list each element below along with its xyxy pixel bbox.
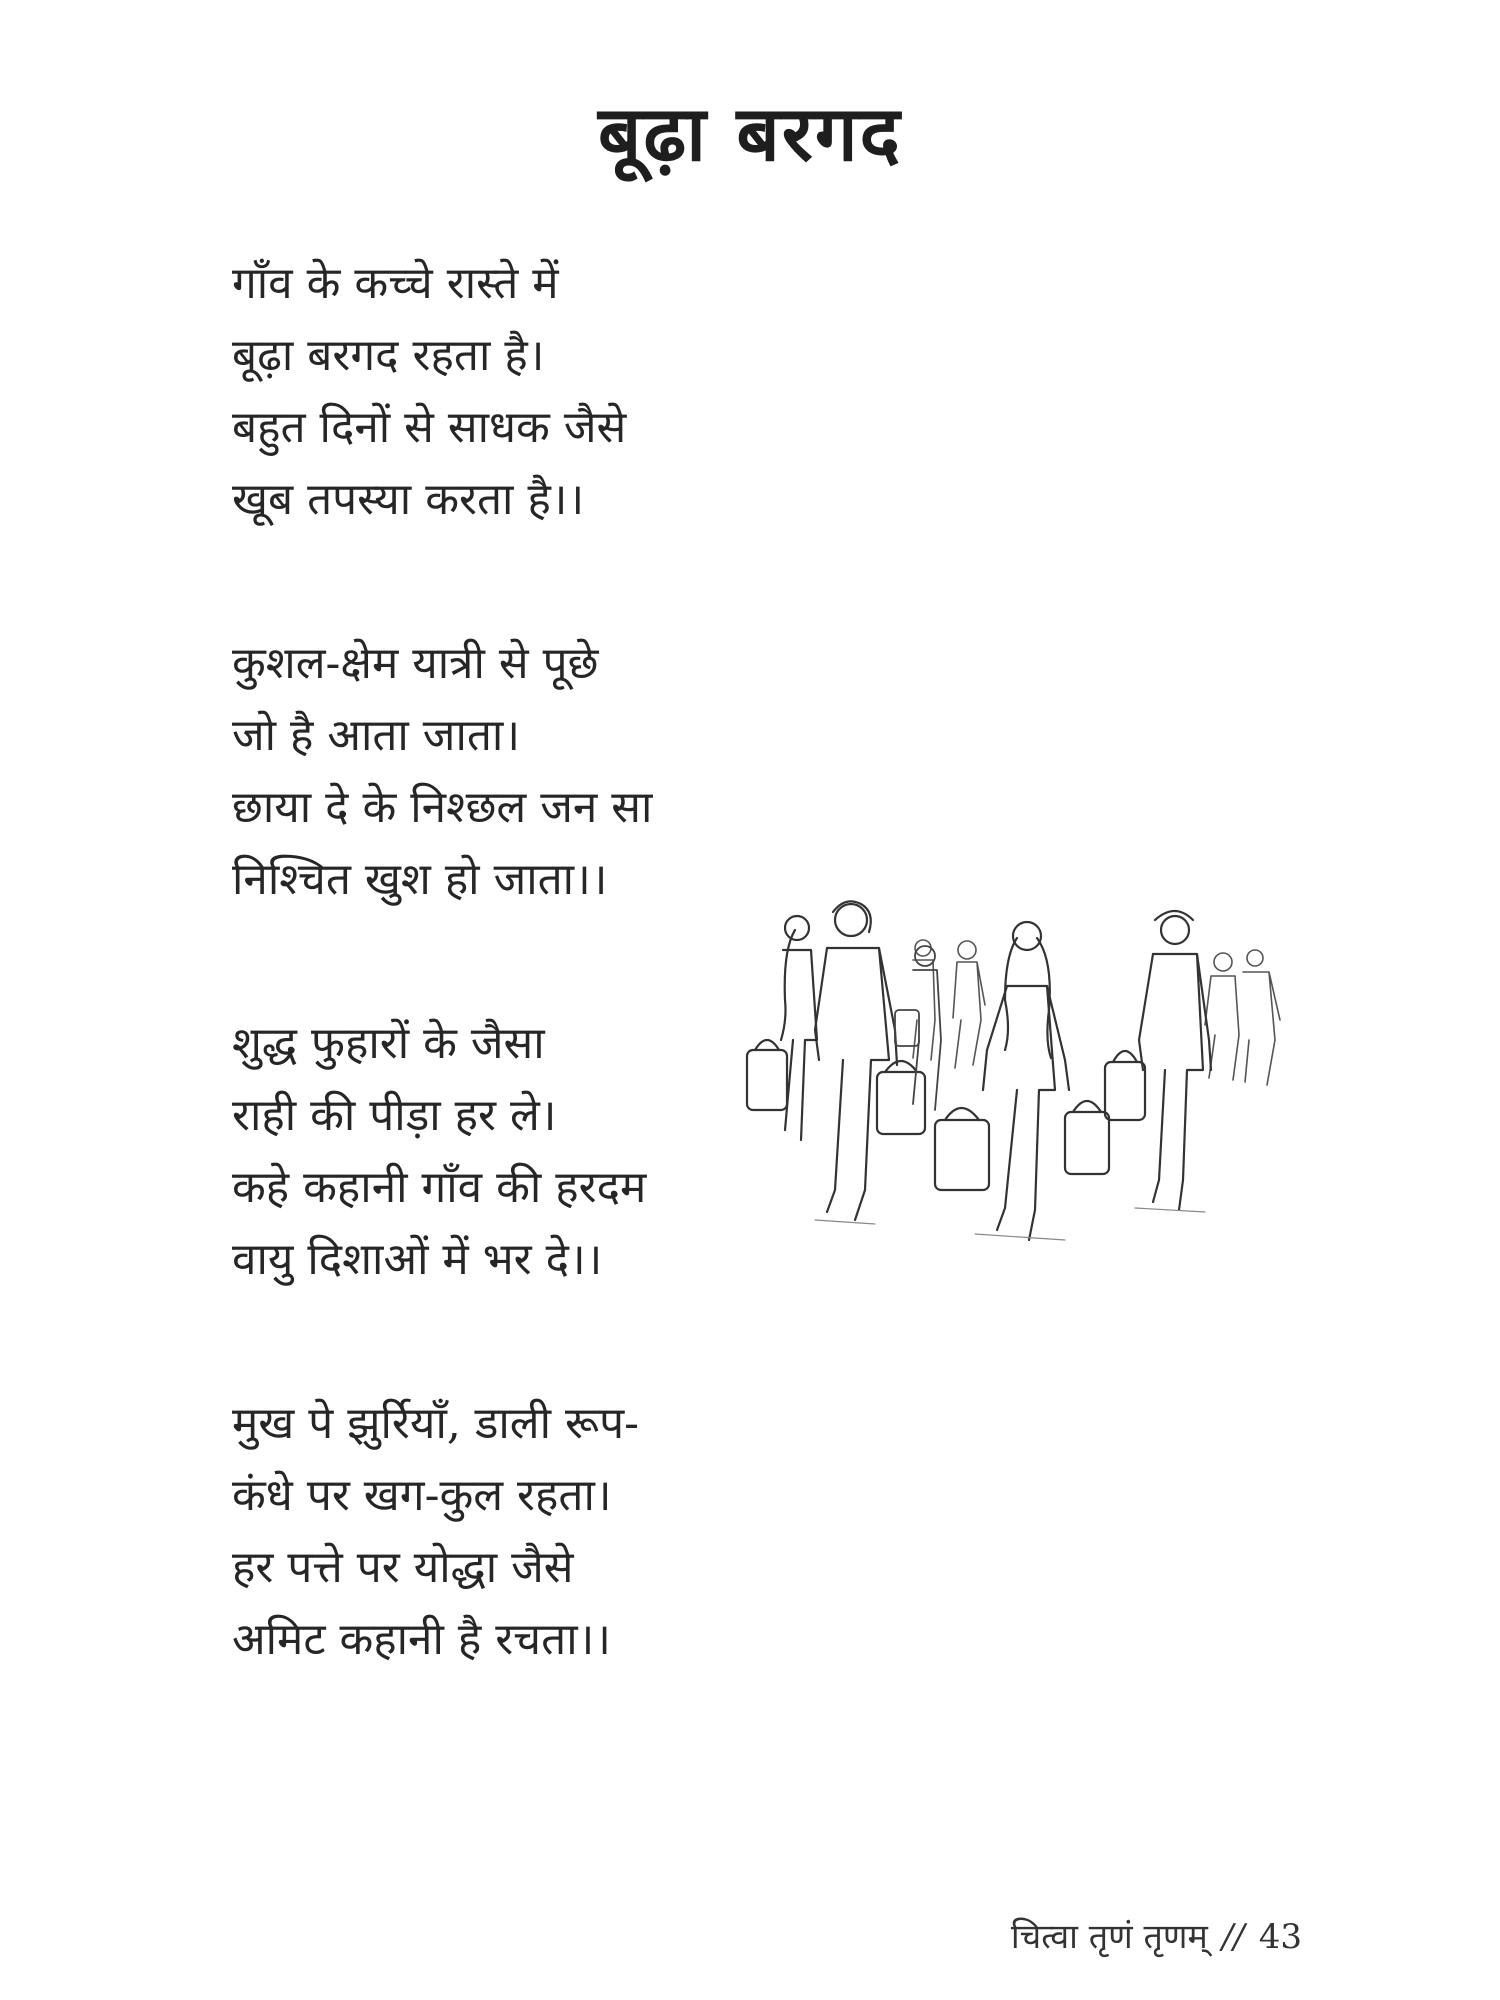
figure-far-2 bbox=[913, 940, 935, 1060]
stanza-4 bbox=[232, 1388, 752, 1676]
poem-line: मुख पे झुर्रियाँ, डाली रूप- bbox=[232, 1398, 640, 1449]
figure-left-woman bbox=[747, 916, 817, 1140]
ground-lines bbox=[815, 1208, 1205, 1240]
poem-line: कहे कहानी गाँव की हरदम bbox=[232, 1162, 647, 1213]
footer-separator: // bbox=[1221, 1917, 1245, 1957]
figure-far-1 bbox=[953, 941, 985, 1068]
poem-line: राही की पीड़ा हर ले। bbox=[232, 1090, 557, 1141]
figure-right-man bbox=[1105, 911, 1211, 1210]
poem-line: कंधे पर खग-कुल रहता। bbox=[232, 1470, 612, 1521]
walking-people-sketch bbox=[735, 890, 1320, 1270]
stanza-1 bbox=[232, 248, 752, 536]
stanza-2 bbox=[232, 628, 752, 916]
page-number: 43 bbox=[1258, 1917, 1302, 1957]
poem-line: शुद्ध फुहारों के जैसा bbox=[232, 1018, 545, 1069]
book-title: चित्वा तृणं तृणम् bbox=[1010, 1917, 1208, 1957]
poem-line: हर पत्ते पर योद्धा जैसे bbox=[232, 1542, 574, 1593]
poem-line: जो है आता जाता। bbox=[232, 710, 521, 761]
poem-line: कुशल-क्षेम यात्री से पूछे bbox=[232, 638, 599, 689]
stanza-3 bbox=[232, 1008, 752, 1296]
poem-line: गाँव के कच्चे रास्ते में bbox=[232, 258, 559, 309]
poem-line: बहुत दिनों से साधक जैसे bbox=[232, 402, 627, 453]
figure-far-4 bbox=[1243, 950, 1280, 1085]
poem-line: खूब तपस्या करता है।। bbox=[232, 474, 585, 525]
poem-line: बूढ़ा बरगद रहता है। bbox=[232, 330, 545, 381]
figure-center-man bbox=[815, 901, 925, 1220]
poem-line: वायु दिशाओं में भर दे।। bbox=[232, 1234, 603, 1285]
figure-center-woman bbox=[935, 922, 1109, 1240]
poem-title: बूढ़ा बरगद bbox=[598, 89, 902, 178]
page-footer bbox=[1011, 1912, 1302, 1958]
poem-line: अमिट कहानी है रचता।। bbox=[232, 1614, 611, 1665]
poem-line: छाया दे के निश्छल जन सा bbox=[232, 782, 653, 833]
poem-body bbox=[232, 248, 752, 1768]
poem-line: निश्चित खुश हो जाता।। bbox=[232, 854, 608, 905]
